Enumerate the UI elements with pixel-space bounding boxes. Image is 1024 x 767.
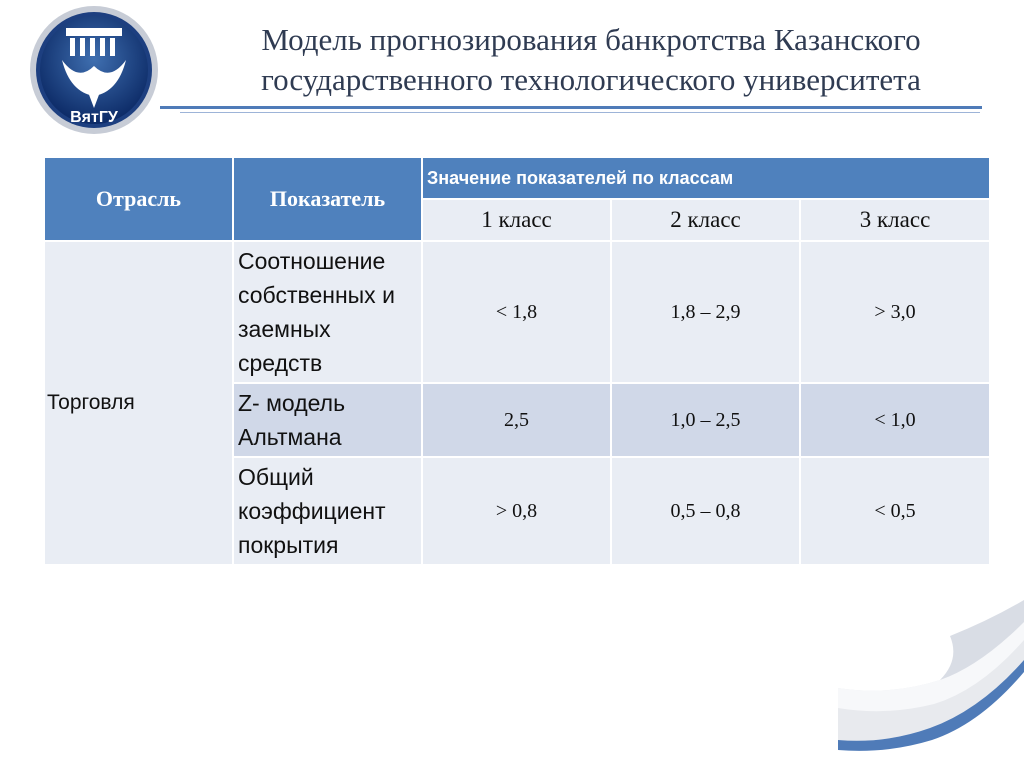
indicator-coverage-ratio [233,457,422,565]
industry-cell: Торговля [44,241,233,565]
indicator-line: Альтмана [238,424,342,450]
value-cell: < 1,0 [800,383,990,457]
title-line-2: государственного технологического университета [261,62,921,97]
indicator-line: средств [238,350,323,376]
indicator-altman-z [233,383,422,457]
value-cell: 0,5 – 0,8 [611,457,800,565]
value-cell: > 0,8 [422,457,611,565]
header-class-3: 3 класс [800,199,990,241]
header-indicator: Показатель [233,157,422,241]
bankruptcy-model-table [43,156,991,566]
page-title [196,20,986,100]
value-cell: < 0,5 [800,457,990,565]
header-class-1: 1 класс [422,199,611,241]
university-logo [28,4,160,136]
indicator-line: заемных [238,316,331,342]
value-cell: 2,5 [422,383,611,457]
header-class-2: 2 класс [611,199,800,241]
title-divider-thin [180,112,980,113]
decorative-ribbon [830,600,1024,767]
header-class-values: Значение показателей по классам [422,157,990,199]
title-divider [160,106,982,109]
indicator-line: Общий [238,464,314,490]
indicator-line: покрытия [238,532,339,558]
value-cell: 1,0 – 2,5 [611,383,800,457]
indicator-line: Соотношение [238,248,386,274]
indicator-equity-ratio [233,241,422,383]
logo-text: ВятГУ [70,109,118,126]
indicator-line: собственных и [238,282,395,308]
indicator-line: Z- модель [238,390,346,416]
value-cell: 1,8 – 2,9 [611,241,800,383]
value-cell: < 1,8 [422,241,611,383]
header-industry: Отрасль [44,157,233,241]
indicator-line: коэффициент [238,498,386,524]
value-cell: > 3,0 [800,241,990,383]
title-line-1: Модель прогнозирования банкротства Казанского [261,22,921,57]
